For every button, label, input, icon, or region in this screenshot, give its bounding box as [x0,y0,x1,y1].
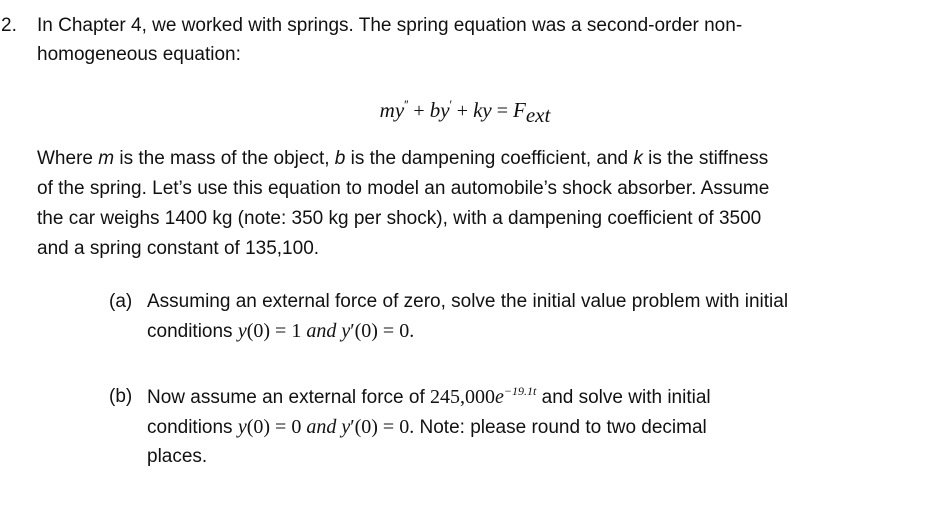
intro-line-1: In Chapter 4, we worked with springs. The spring equation was a second-order non- [37,15,743,36]
part-b-label: (b) [109,386,133,407]
paragraph-line-1: Where m is the mass of the object, b is the dampening coefficient, and k is the stiffness [37,148,769,169]
part-b-line-3: places. [147,446,208,467]
spring-equation: my″ + by′ + ky = Fext [379,98,551,127]
intro-line-2: homogeneous equation: [37,44,241,65]
problem-number: 2. [1,15,17,36]
paragraph-line-2: of the spring. Let’s use this equation to model an automobile’s shock absorber. Assume [37,178,770,199]
part-b-line-2: conditions y(0) = 0 and y′(0) = 0. Note: please round to two decimal [147,416,707,438]
part-b-line-1: Now assume an external force of $245,000e^{-19.1t}$ and solve with initial [147,384,711,408]
part-a-line-1: Assuming an external force of zero, solve the initial value problem with initial [147,291,789,312]
part-a-label: (a) [109,291,133,312]
paragraph-line-4: and a spring constant of 135,100. [37,238,320,259]
paragraph-line-3: the car weighs 1400 kg (note: 350 kg per shock), with a dampening coefficient of 3500 [37,208,762,229]
part-a-line-2: conditions y(0) = 1 and y′(0) = 0. [147,320,415,342]
